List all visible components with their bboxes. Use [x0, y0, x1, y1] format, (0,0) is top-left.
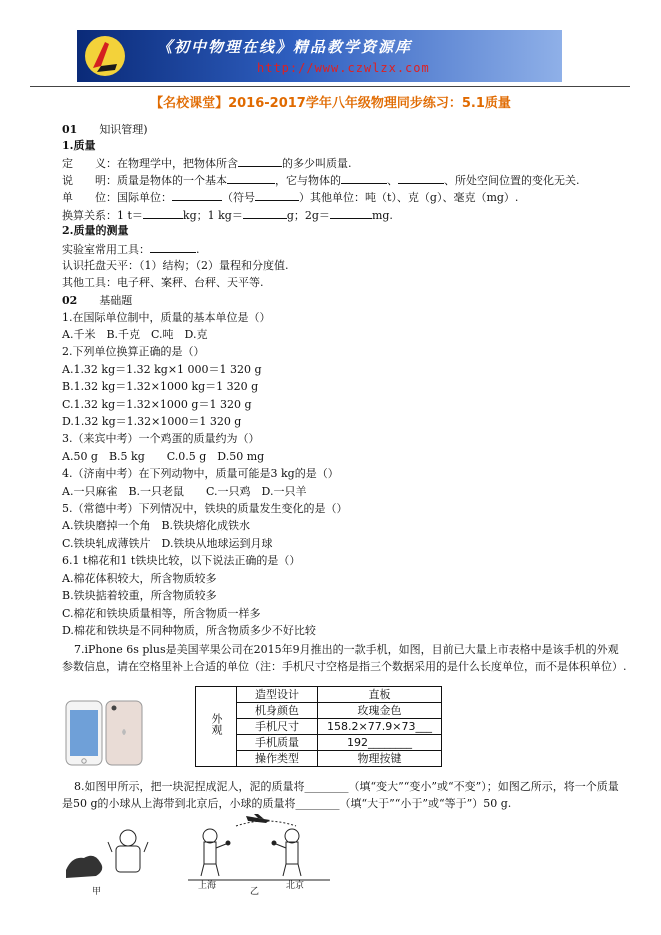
clay-lump-icon — [66, 856, 102, 878]
table-value: 直板 — [318, 687, 442, 703]
banner-url[interactable]: http://www.czwlzx.com — [257, 61, 430, 75]
question-6: 6.1 t棉花和1 t铁块比较，以下说法正确的是（） — [62, 554, 301, 567]
other-tools-line: 其他工具：电子秤、案秤、台秤、天平等. — [62, 276, 264, 289]
blank[interactable] — [341, 172, 387, 184]
question-8-figure — [60, 812, 390, 892]
question-8: 8.如图甲所示，把一块泥捏成泥人，泥的质量将________（填“变大”“变小”或“不变”）；如图乙所示，将一个质量是50 g的小球从上海带到北京后，小球的质量将________（填“大于”“小于”或“等于”）50 g. — [62, 780, 619, 810]
question-6-option-a: A.棉花体积较大，所含物质较多 — [62, 572, 217, 585]
question-2-option-d: D.1.32 kg＝1.32×1000＝1 320 g — [62, 415, 242, 428]
blank[interactable] — [143, 207, 183, 219]
blank[interactable] — [150, 241, 196, 253]
airplane-icon — [246, 814, 270, 823]
caption-beijing: 北京 — [286, 881, 305, 891]
site-banner — [77, 30, 562, 82]
section-number-02: 02 基础题 — [62, 294, 133, 307]
question-4-options: A.一只麻雀 B.一只老鼠 C.一只鸡 D.一只羊 — [62, 485, 307, 498]
table-value[interactable]: 158.2×77.9×73___ — [318, 719, 442, 735]
caption-yi: 乙 — [250, 887, 260, 897]
question-5-options-cd: C.铁块轧成薄铁片 D.铁块从地球运到月球 — [62, 537, 273, 550]
blank[interactable] — [172, 189, 222, 201]
table-value: 玫瑰金色 — [318, 703, 442, 719]
unit-line: 单 位：国际单位： （符号 ）其他单位：吨（t）、克（g）、毫克（mg）. — [62, 191, 519, 204]
table-value: 物理按键 — [318, 751, 442, 767]
balance-line: 认识托盘天平：（1）结构；（2）量程和分度值. — [62, 259, 289, 272]
question-4: 4.（济南中考）在下列动物中，质量可能是3 kg的是（） — [62, 467, 339, 480]
question-6-option-c: C.棉花和铁块质量相等，所含物质一样多 — [62, 607, 261, 620]
person-left-icon — [201, 829, 230, 876]
page-title: 【名校课堂】2016-2017学年八年级物理同步练习：5.1质量 — [150, 96, 511, 111]
blank[interactable] — [243, 207, 287, 219]
blank[interactable] — [398, 172, 444, 184]
clay-figure-icon — [108, 830, 148, 872]
table-key: 手机尺寸 — [237, 719, 318, 735]
question-1: 1.在国际单位制中，质量的基本单位是（） — [62, 311, 271, 324]
heading-mass: 1.质量 — [62, 139, 96, 152]
banner-title: 《初中物理在线》精品教学资源库 — [157, 38, 413, 56]
question-3-options: A.50 g B.5 kg C.0.5 g D.50 mg — [62, 450, 265, 463]
question-5-options-ab: A.铁块磨掉一个角 B.铁块熔化成铁水 — [62, 519, 251, 532]
question-3: 3.（来宾中考）一个鸡蛋的质量约为（） — [62, 432, 260, 445]
caption-shanghai: 上海 — [198, 881, 217, 891]
person-right-icon — [272, 829, 301, 876]
question-6-option-b: B.铁块掂着较重，所含物质较多 — [62, 589, 217, 602]
iphone-image — [62, 698, 174, 768]
table-value[interactable]: 192________ — [318, 735, 442, 751]
question-7: 7.iPhone 6s plus是美国苹果公司在2015年9月推出的一款手机，如图，目前已大量上市表格中是该手机的外观参数信息，请在空格里补上合适的单位（注：手机尺寸空格是指三个数据采用的是什么长度单位，而不是体积单位）. — [62, 643, 627, 673]
section-number-01: 01 知识管理) — [62, 123, 148, 136]
table-key: 造型设计 — [237, 687, 318, 703]
question-2: 2.下列单位换算正确的是（） — [62, 345, 205, 358]
caption-jia: 甲 — [92, 887, 102, 897]
tool-line: 实验室常用工具： . — [62, 243, 200, 256]
heading-measurement: 2.质量的测量 — [62, 224, 129, 237]
question-2-option-a: A.1.32 kg＝1.32 kg×1 000＝1 320 g — [62, 363, 262, 376]
section-label: 基础题 — [99, 294, 133, 307]
definition-line: 定 义：在物理学中，把物体所含 的多少叫质量. — [62, 157, 352, 170]
phone-spec-table — [195, 686, 442, 767]
table-key: 手机质量 — [237, 735, 318, 751]
site-logo-icon — [83, 34, 127, 78]
header-divider — [30, 86, 630, 87]
question-2-option-b: B.1.32 kg＝1.32×1000 kg＝1 320 g — [62, 380, 259, 393]
blank[interactable] — [238, 155, 282, 167]
conversion-line: 换算关系：1 t＝ kg；1 kg＝ g；2g＝ mg. — [62, 209, 393, 222]
blank[interactable] — [255, 189, 299, 201]
table-key: 操作类型 — [237, 751, 318, 767]
blank[interactable] — [227, 172, 275, 184]
table-group-cell: 外观 — [196, 687, 237, 767]
blank[interactable] — [330, 207, 372, 219]
question-1-options: A.千米 B.千克 C.吨 D.克 — [62, 328, 208, 341]
table-key: 机身颜色 — [237, 703, 318, 719]
question-5: 5.（常德中考）下列情况中，铁块的质量发生变化的是（） — [62, 502, 348, 515]
question-6-option-d: D.棉花和铁块是不同种物质，所含物质多少不好比较 — [62, 624, 316, 637]
question-2-option-c: C.1.32 kg＝1.32×1000 g＝1 320 g — [62, 398, 252, 411]
section-label: 知识管理) — [99, 123, 148, 136]
explanation-line: 说 明：质量是物体的一个基本 ，它与物体的 、 、所处空间位置的变化无关. — [62, 174, 580, 187]
